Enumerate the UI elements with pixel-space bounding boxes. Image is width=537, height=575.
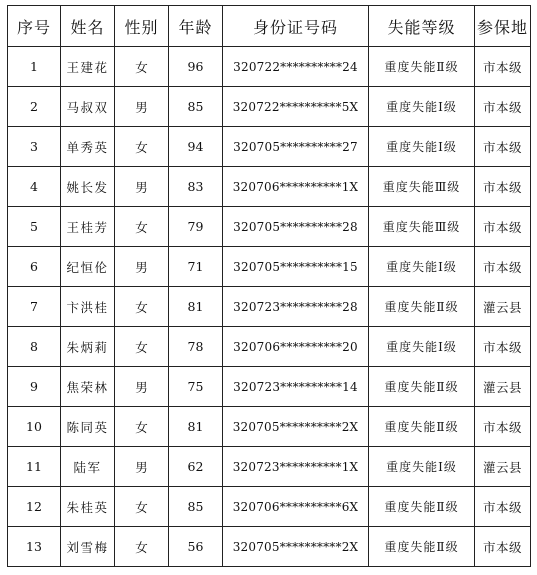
cell-disability-level: 重度失能Ⅱ级 [369,287,475,327]
cell-seq: 7 [8,287,61,327]
cell-seq: 4 [8,167,61,207]
cell-id-number: 320705**********27 [223,127,369,167]
header-disability-level: 失能等级 [369,6,475,47]
cell-disability-level: 重度失能Ⅲ级 [369,207,475,247]
cell-insured-region: 市本级 [475,167,531,207]
cell-seq: 11 [8,447,61,487]
cell-gender: 女 [115,47,169,87]
cell-gender: 男 [115,87,169,127]
cell-age: 96 [169,47,223,87]
cell-insured-region: 市本级 [475,487,531,527]
cell-insured-region: 灌云县 [475,287,531,327]
cell-gender: 男 [115,167,169,207]
cell-disability-level: 重度失能Ⅱ级 [369,527,475,567]
cell-gender: 男 [115,447,169,487]
cell-seq: 2 [8,87,61,127]
cell-seq: 5 [8,207,61,247]
cell-age: 85 [169,487,223,527]
cell-age: 75 [169,367,223,407]
cell-disability-level: 重度失能Ⅰ级 [369,127,475,167]
cell-name: 马叔双 [61,87,115,127]
cell-id-number: 320706**********1X [223,167,369,207]
cell-name: 卞洪桂 [61,287,115,327]
table-row [8,167,531,207]
cell-id-number: 320705**********2X [223,527,369,567]
cell-insured-region: 市本级 [475,527,531,567]
cell-name: 王建花 [61,47,115,87]
cell-age: 62 [169,447,223,487]
cell-seq: 1 [8,47,61,87]
table-row [8,407,531,447]
cell-disability-level: 重度失能Ⅱ级 [369,487,475,527]
cell-disability-level: 重度失能Ⅱ级 [369,407,475,447]
cell-id-number: 320723**********14 [223,367,369,407]
cell-seq: 3 [8,127,61,167]
table-row [8,327,531,367]
table-row [8,527,531,567]
cell-gender: 男 [115,247,169,287]
cell-disability-level: 重度失能Ⅰ级 [369,447,475,487]
cell-seq: 6 [8,247,61,287]
cell-insured-region: 市本级 [475,47,531,87]
cell-name: 陈同英 [61,407,115,447]
table-row [8,367,531,407]
cell-id-number: 320705**********28 [223,207,369,247]
cell-age: 81 [169,407,223,447]
table-row [8,487,531,527]
cell-name: 陆军 [61,447,115,487]
cell-disability-level: 重度失能Ⅰ级 [369,87,475,127]
table-row [8,447,531,487]
cell-id-number: 320722**********24 [223,47,369,87]
cell-gender: 女 [115,527,169,567]
cell-insured-region: 市本级 [475,407,531,447]
cell-gender: 女 [115,207,169,247]
cell-age: 71 [169,247,223,287]
header-insured-region: 参保地 [475,6,531,47]
cell-insured-region: 市本级 [475,207,531,247]
cell-name: 朱桂英 [61,487,115,527]
cell-id-number: 320722**********5X [223,87,369,127]
cell-disability-level: 重度失能Ⅰ级 [369,247,475,287]
cell-name: 焦荣林 [61,367,115,407]
cell-insured-region: 灌云县 [475,447,531,487]
cell-age: 81 [169,287,223,327]
header-gender: 性别 [115,6,169,47]
cell-gender: 女 [115,487,169,527]
cell-gender: 女 [115,127,169,167]
cell-seq: 9 [8,367,61,407]
header-age: 年龄 [169,6,223,47]
cell-id-number: 320705**********15 [223,247,369,287]
cell-insured-region: 市本级 [475,327,531,367]
cell-gender: 女 [115,327,169,367]
cell-name: 刘雪梅 [61,527,115,567]
cell-id-number: 320706**********20 [223,327,369,367]
cell-seq: 10 [8,407,61,447]
header-name: 姓名 [61,6,115,47]
cell-name: 朱炳莉 [61,327,115,367]
cell-disability-level: 重度失能Ⅲ级 [369,167,475,207]
cell-id-number: 320723**********28 [223,287,369,327]
table-row [8,287,531,327]
cell-name: 单秀英 [61,127,115,167]
cell-name: 王桂芳 [61,207,115,247]
table-body [8,47,531,567]
cell-disability-level: 重度失能Ⅰ级 [369,327,475,367]
cell-seq: 12 [8,487,61,527]
header-id-number: 身份证号码 [223,6,369,47]
cell-age: 94 [169,127,223,167]
table-row [8,207,531,247]
cell-seq: 8 [8,327,61,367]
table-row [8,127,531,167]
cell-disability-level: 重度失能Ⅱ级 [369,47,475,87]
cell-age: 56 [169,527,223,567]
cell-insured-region: 市本级 [475,127,531,167]
table-header-row [8,6,531,47]
table-row [8,87,531,127]
header-seq: 序号 [8,6,61,47]
cell-insured-region: 市本级 [475,87,531,127]
cell-id-number: 320705**********2X [223,407,369,447]
table-row [8,247,531,287]
cell-id-number: 320706**********6X [223,487,369,527]
cell-age: 78 [169,327,223,367]
disability-roster-table [7,5,531,567]
cell-id-number: 320723**********1X [223,447,369,487]
cell-age: 79 [169,207,223,247]
cell-disability-level: 重度失能Ⅱ级 [369,367,475,407]
cell-age: 85 [169,87,223,127]
cell-name: 纪恒伦 [61,247,115,287]
cell-gender: 男 [115,367,169,407]
table-row [8,47,531,87]
cell-gender: 女 [115,407,169,447]
cell-gender: 女 [115,287,169,327]
cell-insured-region: 市本级 [475,247,531,287]
cell-age: 83 [169,167,223,207]
cell-seq: 13 [8,527,61,567]
cell-insured-region: 灌云县 [475,367,531,407]
cell-name: 姚长发 [61,167,115,207]
